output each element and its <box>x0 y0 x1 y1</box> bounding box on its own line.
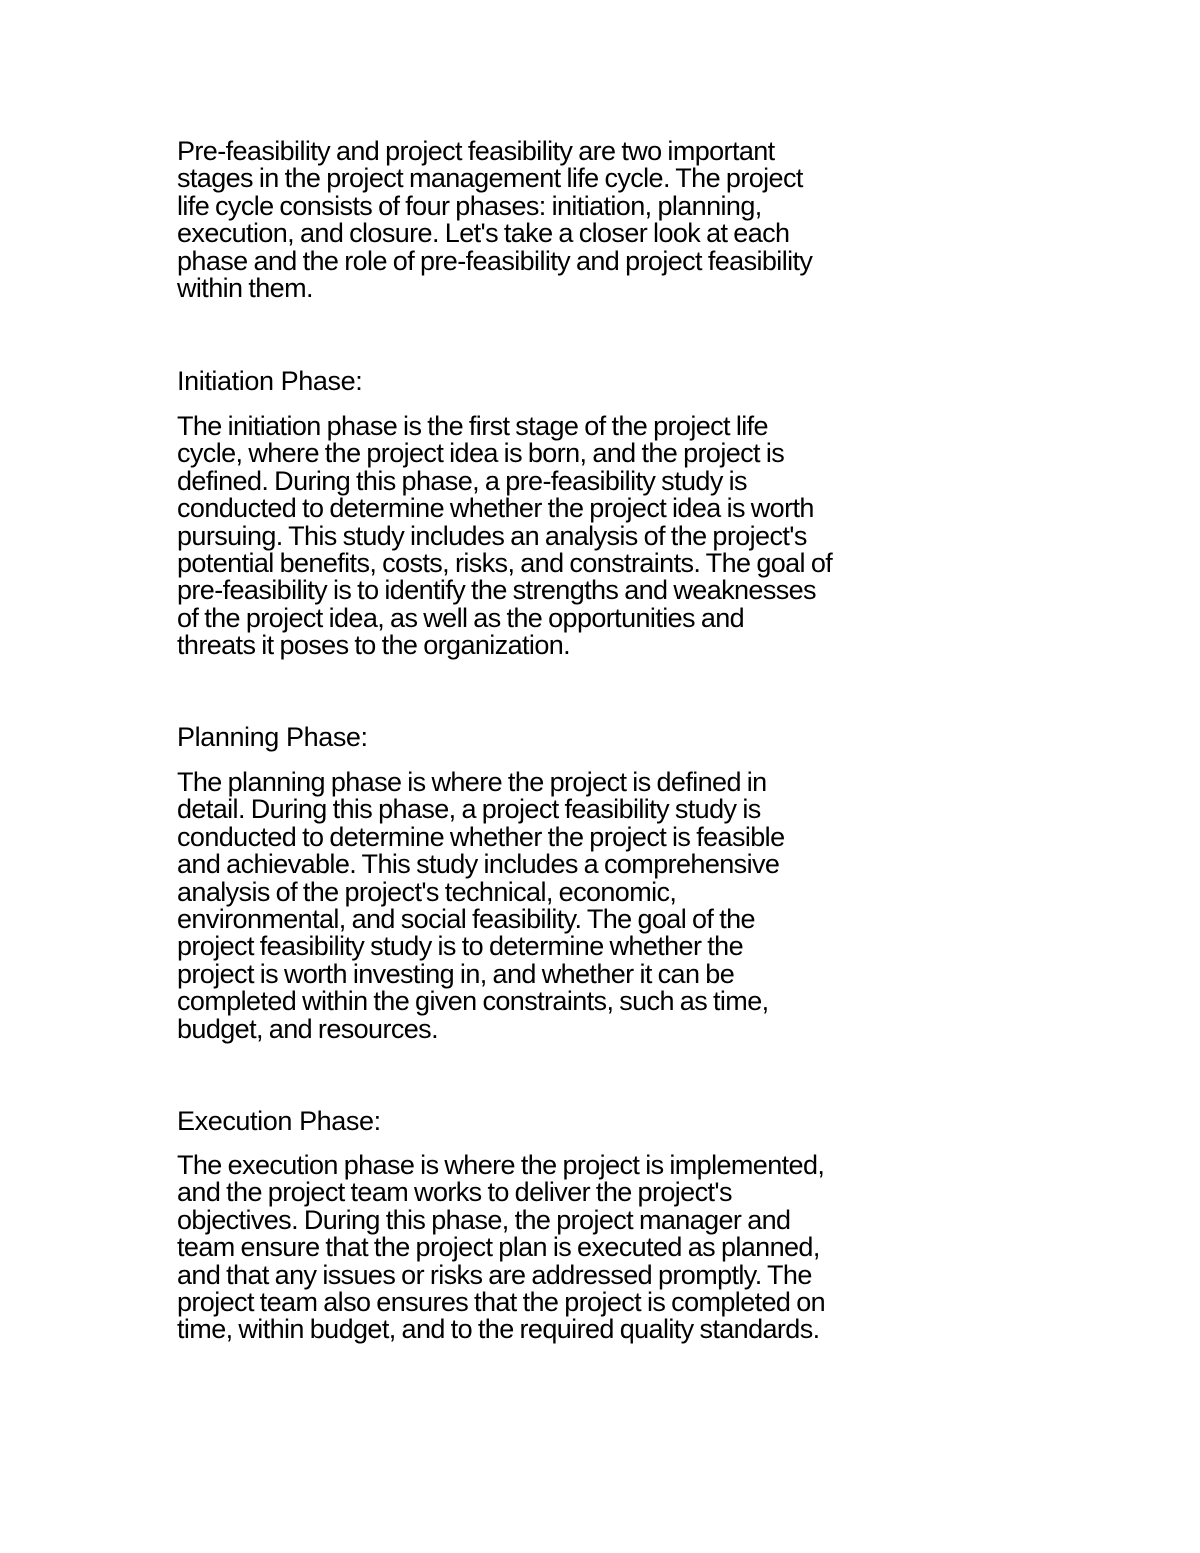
section-heading-planning: Planning Phase: <box>177 722 368 752</box>
body-line: pursuing. This study includes an analysis of the project's <box>177 520 807 551</box>
body-line: The planning phase is where the project is defined in <box>177 767 767 797</box>
body-line: completed within the given constraints, such as time, <box>177 986 769 1017</box>
body-line: detail. During this phase, a project feasibility study is <box>177 794 761 825</box>
body-line: budget, and resources. <box>177 1013 438 1044</box>
section-body-initiation <box>177 413 1037 660</box>
intro-line: execution, and closure. Let's take a closer look at each <box>177 218 790 249</box>
body-line: of the project idea, as well as the opportunities and <box>177 602 745 633</box>
body-line: project is worth investing in, and whether it can be <box>177 958 735 989</box>
body-line: pre-feasibility is to identify the strengths and weaknesses <box>177 575 816 606</box>
body-line: and achievable. This study includes a comprehensive <box>177 849 780 880</box>
section-body-execution <box>177 1152 1037 1344</box>
body-line: project feasibility study is to determine whether the <box>177 931 743 962</box>
body-line: defined. During this phase, a pre-feasibility study is <box>177 465 747 496</box>
body-line: The execution phase is where the project is implemented, <box>177 1150 825 1180</box>
intro-line: within them. <box>177 273 313 304</box>
body-line: project team also ensures that the project is completed on <box>177 1287 826 1318</box>
section-heading-execution: Execution Phase: <box>177 1106 381 1136</box>
body-line: and that any issues or risks are addressed promptly. The <box>177 1259 812 1290</box>
intro-line: stages in the project management life cycle. The project <box>177 163 803 194</box>
body-line: potential benefits, costs, risks, and constraints. The goal of <box>177 548 833 579</box>
body-line: team ensure that the project plan is executed as planned, <box>177 1232 820 1263</box>
section-heading-initiation: Initiation Phase: <box>177 366 363 396</box>
body-line: environmental, and social feasibility. The goal of the <box>177 904 755 935</box>
body-line: threats it poses to the organization. <box>177 630 571 661</box>
body-line: conducted to determine whether the project idea is worth <box>177 493 814 524</box>
intro-line: Pre-feasibility and project feasibility are two important <box>177 136 775 166</box>
body-line: time, within budget, and to the required quality standards. <box>177 1314 820 1345</box>
body-line: objectives. During this phase, the project manager and <box>177 1204 791 1235</box>
intro-line: phase and the role of pre-feasibility and project feasibility <box>177 245 813 276</box>
section-body-planning <box>177 769 1037 1043</box>
body-line: conducted to determine whether the project is feasible <box>177 821 785 852</box>
body-line: analysis of the project's technical, economic, <box>177 876 677 907</box>
intro-line: life cycle consists of four phases: initiation, planning, <box>177 190 762 221</box>
body-line: The initiation phase is the first stage of the project life <box>177 411 768 441</box>
body-line: cycle, where the project idea is born, and the project is <box>177 438 785 469</box>
body-line: and the project team works to deliver the project's <box>177 1177 732 1208</box>
intro-paragraph <box>177 138 1037 302</box>
